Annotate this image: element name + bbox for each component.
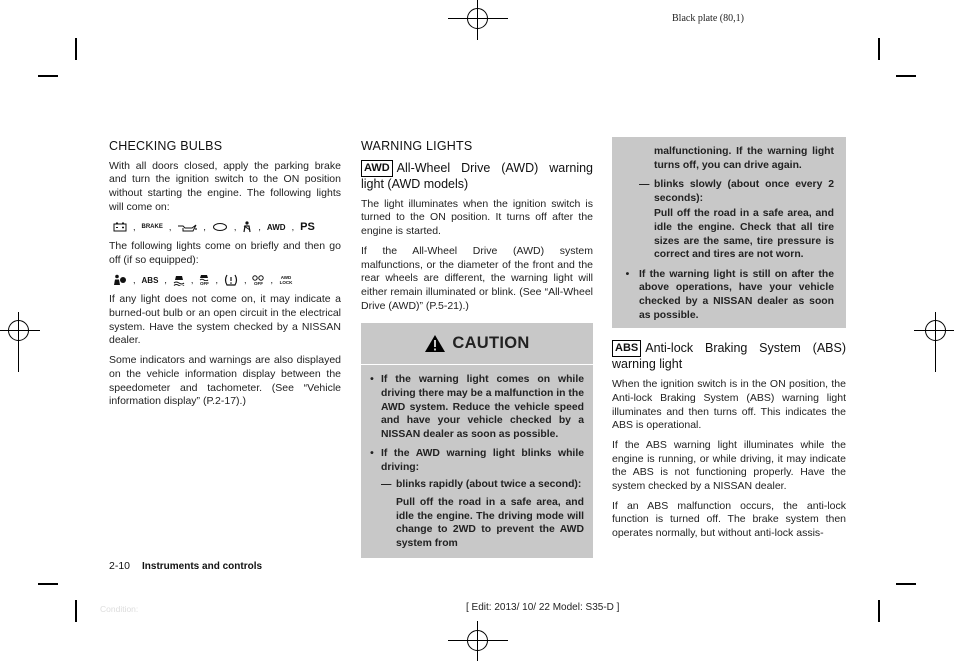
brake-warning-icon: BRAKE xyxy=(141,223,163,230)
abs-badge-icon: ABS xyxy=(612,340,641,357)
plate-label: Black plate (80,1) xyxy=(672,13,744,24)
warning-triangle-icon xyxy=(424,334,446,353)
brief-lights-intro: The following lights come on briefly and then go off (if so equipped): xyxy=(109,240,341,266)
awd-warning-title: All-Wheel Drive (AWD) warning light (AWD models) xyxy=(361,160,593,191)
caution-header xyxy=(361,323,593,365)
abs-warning-title: Anti-lock Braking System (ABS) warning light xyxy=(612,341,846,372)
awd-icon: AWD xyxy=(266,222,286,232)
caution-dash-2: — blinks slowly (about once every 2 seconds): Pull off the road in a safe area, and idle the engine. Check that all tire sizes are the same, tire pressure is correct and tires are not worn. xyxy=(639,179,834,261)
caution-bullet-2: • If the AWD warning light blinks while driving: xyxy=(370,448,584,473)
registration-mark-bottom xyxy=(448,621,508,661)
caution-dash-1: — blinks rapidly (about twice a second): Pull off the road in a safe area, and idle the engine. The driving mode will change to 2WD to prevent the AWD system from xyxy=(381,479,584,549)
awd-badge-icon: AWD xyxy=(361,160,393,177)
seat-belt-icon xyxy=(242,221,252,233)
abs-text-3: If an ABS malfunction occurs, the anti-lock function is turned off. The brake system then operates normally, but without anti-lock assis- xyxy=(612,499,846,540)
abs-text-1: When the ignition switch is in the ON position, the Anti-lock Braking System (ABS) warning light illuminates and then turns off. This indicates the ABS is operational. xyxy=(612,378,846,432)
registration-mark-left xyxy=(0,312,40,372)
bulb-failure-text: If any light does not come on, it may indicate a burned-out bulb or an open circuit in the electrical system. Have the system checked by a NISSAN dealer. xyxy=(109,293,341,347)
vdc-icon xyxy=(173,274,185,286)
caution-label: CAUTION xyxy=(452,333,530,352)
page-footer xyxy=(109,560,262,572)
vdc-off-icon xyxy=(199,274,209,286)
airbag-icon xyxy=(113,274,127,286)
abs-text-2: If the ABS warning light illuminates while the engine is running, or while driving, it may indicate the ABS is not functioning properly. Have the system checked by a NISSAN dealer. xyxy=(612,438,846,493)
oil-pressure-icon xyxy=(177,222,197,232)
awd-lock-icon: AWD LOCK xyxy=(279,275,293,286)
vdc-off-label: OFF xyxy=(199,281,209,287)
battery-warning-icon xyxy=(113,222,127,232)
awd-warning-subheading xyxy=(361,160,593,192)
column-warning-lights xyxy=(361,140,593,558)
caution-body xyxy=(361,365,593,558)
vehicle-info-display-text: Some indicators and warnings are also displayed on the vehicle information display between the speedometer and tachometer. (See “Vehicle information display” (P.2-17).) xyxy=(109,354,341,408)
awd-light-text-1: The light illuminates when the ignition switch is turned to the ON position. It turns off after the engine is started. xyxy=(361,197,593,238)
power-steering-icon: PS xyxy=(300,220,315,233)
registration-mark-right xyxy=(914,312,954,372)
section-name: Instruments and controls xyxy=(142,561,263,572)
awd-light-text-2: If the All-Wheel Drive (AWD) system malfunctions, or the diameter of the front and the rear wheels are different, the warning light will either remain illuminated or blink. (See “All-Wheel Drive (AWD)” (P.5-21).) xyxy=(361,244,593,312)
indicator-icons-row-2: , ABS , , OFF , , OFF , AWD LOCK xyxy=(113,274,341,288)
caution-continued-text: malfunctioning. If the warning light turns off, you can drive again. xyxy=(654,146,834,171)
edit-info: [ Edit: 2013/ 10/ 22 Model: S35-D ] xyxy=(466,602,620,613)
ecodrive-off-icon xyxy=(252,275,264,286)
tire-pressure-icon xyxy=(224,274,238,286)
condition-label: Condition: xyxy=(100,604,139,614)
abs-warning-subheading xyxy=(612,340,846,372)
registration-mark-top xyxy=(448,0,508,40)
caution-box-continued xyxy=(612,137,846,328)
checking-bulbs-heading: CHECKING BULBS xyxy=(109,139,223,153)
checking-bulbs-intro: With all doors closed, apply the parking brake and turn the ignition switch to the ON position without starting the engine. The following lights will come on: xyxy=(109,159,341,213)
warning-lights-heading: WARNING LIGHTS xyxy=(361,139,473,153)
page-number: 2-10 xyxy=(109,560,131,572)
caution-bullet-3: • If the warning light is still on after the above operations, have your vehicle checked by a NISSAN dealer as soon as possible. xyxy=(625,268,834,321)
caution-bullet-1: • If the warning light comes on while driving there may be a malfunction in the AWD system. Reduce the vehicle speed and have your vehicle checked by a NISSAN dealer as soon as possible. xyxy=(370,374,584,440)
column-continued xyxy=(612,137,846,547)
caution-box xyxy=(361,323,593,558)
ecodrive-off-label: OFF xyxy=(253,280,263,286)
abs-icon: ABS xyxy=(141,275,159,285)
low-fuel-icon xyxy=(212,222,228,232)
column-checking-bulbs xyxy=(109,140,341,415)
indicator-icons-row-1: , BRAKE , , , , AWD , PS xyxy=(113,221,341,235)
